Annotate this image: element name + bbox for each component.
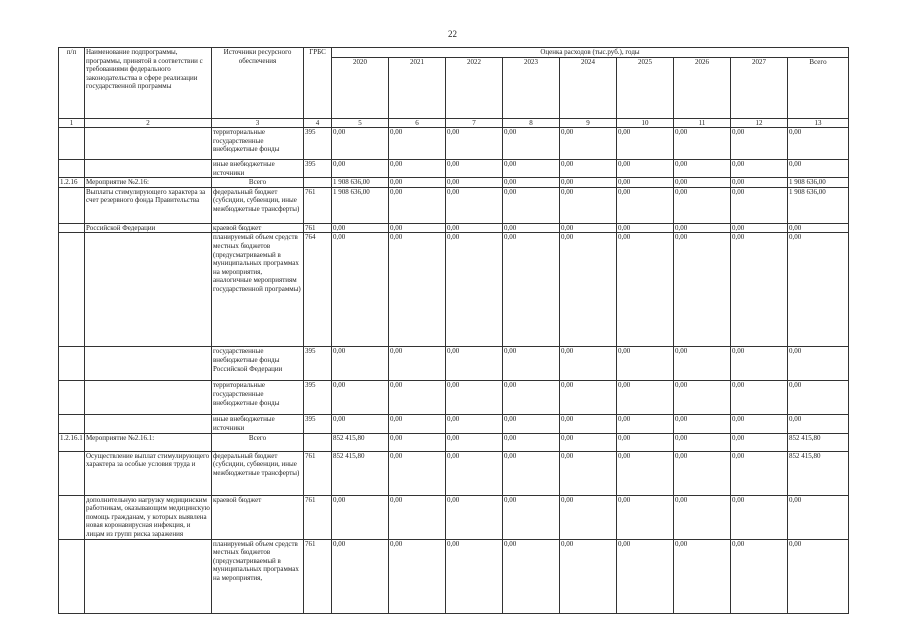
row-value: 0,00 (332, 539, 389, 613)
row-value: 0,00 (560, 233, 617, 347)
header-source: Источники ресурсного обеспечения (212, 48, 304, 119)
row-value: 0,00 (788, 415, 849, 433)
column-index: 11 (674, 119, 731, 128)
row-number (59, 415, 85, 433)
row-value: 0,00 (503, 160, 560, 178)
row-grbs: 761 (304, 451, 332, 495)
row-value: 0,00 (788, 160, 849, 178)
row-value: 0,00 (617, 347, 674, 381)
row-number (59, 233, 85, 347)
row-grbs: 395 (304, 415, 332, 433)
row-value: 0,00 (674, 451, 731, 495)
header-no: п/п (59, 48, 85, 119)
row-value: 0,00 (560, 495, 617, 539)
row-value: 0,00 (389, 539, 446, 613)
row-value: 0,00 (674, 178, 731, 188)
row-value: 0,00 (731, 187, 788, 223)
row-value: 0,00 (332, 223, 389, 233)
row-value: 0,00 (332, 233, 389, 347)
row-value: 0,00 (446, 495, 503, 539)
table-row (59, 233, 849, 347)
row-grbs: 395 (304, 160, 332, 178)
row-value: 0,00 (332, 347, 389, 381)
row-value: 0,00 (674, 128, 731, 160)
row-source: федеральный бюджет (субсидии, субвенции, иные межбюджетные трансферты) (212, 451, 304, 495)
column-index: 7 (446, 119, 503, 128)
row-value: 0,00 (503, 223, 560, 233)
row-value: 0,00 (617, 451, 674, 495)
row-value: 0,00 (503, 451, 560, 495)
row-value: 0,00 (674, 415, 731, 433)
row-value: 0,00 (674, 223, 731, 233)
row-value: 0,00 (731, 233, 788, 347)
row-value: 0,00 (503, 347, 560, 381)
row-value: 0,00 (731, 347, 788, 381)
row-value: 0,00 (446, 233, 503, 347)
table-row (59, 178, 849, 188)
row-name: Осуществление выплат стимулирующего характера за особые условия труда и (85, 451, 212, 495)
row-value: 0,00 (389, 223, 446, 233)
row-source: Всего (212, 178, 304, 188)
row-value: 0,00 (560, 539, 617, 613)
expenditure-table (58, 47, 849, 614)
row-value: 0,00 (731, 160, 788, 178)
column-index: 13 (788, 119, 849, 128)
row-grbs (304, 178, 332, 188)
row-value: 0,00 (788, 539, 849, 613)
column-index: 9 (560, 119, 617, 128)
row-source: Всего (212, 433, 304, 451)
row-value: 0,00 (446, 451, 503, 495)
table-row (59, 128, 849, 160)
row-value: 0,00 (731, 128, 788, 160)
row-name: дополнительную нагрузку медицинским работникам, оказывающим медицинскую помощь гражданам, у которых выявлена новая коронавирусная инфекция, и лицам из групп риска заражения (86, 495, 210, 538)
row-value: 0,00 (503, 381, 560, 415)
row-value: 0,00 (674, 539, 731, 613)
row-value: 0,00 (788, 128, 849, 160)
row-value: 0,00 (617, 223, 674, 233)
row-value: 0,00 (560, 128, 617, 160)
row-value: 0,00 (617, 233, 674, 347)
row-source: территориальные государственные внебюджетные фонды (212, 381, 304, 415)
row-value: 0,00 (617, 178, 674, 188)
row-number (59, 128, 85, 160)
table-row (59, 451, 849, 495)
row-value: 0,00 (503, 415, 560, 433)
header-group-title: Оценка расходов (тыс.руб.), годы (332, 48, 849, 58)
row-value: 0,00 (503, 233, 560, 347)
row-source: планируемый объем средств местных бюджетов (предусматриваемый в муниципальных программах на мероприятия, аналогичные мероприятиям государственной программы) (212, 233, 304, 347)
row-value: 0,00 (446, 381, 503, 415)
row-value: 0,00 (332, 415, 389, 433)
row-value: 0,00 (788, 495, 849, 539)
row-source: государственные внебюджетные фонды Российской Федерации (212, 347, 304, 381)
row-value: 0,00 (617, 160, 674, 178)
row-value: 0,00 (389, 433, 446, 451)
table-row (59, 495, 849, 539)
row-value: 0,00 (731, 451, 788, 495)
row-number (59, 223, 85, 233)
row-number: 1.2.16.1 (59, 433, 85, 451)
row-name (85, 160, 212, 178)
row-value: 0,00 (788, 347, 849, 381)
row-name: Мероприятие №2.16.1: (85, 433, 212, 451)
row-source: планируемый объем средств местных бюджетов (предусматриваемый в муниципальных программах на мероприятия, (212, 539, 304, 613)
row-value: 0,00 (503, 187, 560, 223)
row-value: 0,00 (560, 451, 617, 495)
row-value: 1 908 636,00 (788, 178, 849, 188)
row-value: 0,00 (674, 433, 731, 451)
column-index: 2 (85, 119, 212, 128)
row-value: 0,00 (503, 128, 560, 160)
table-header (59, 48, 849, 128)
row-number (59, 381, 85, 415)
row-value: 0,00 (389, 381, 446, 415)
row-value: 0,00 (389, 495, 446, 539)
row-value: 0,00 (389, 178, 446, 188)
row-value: 1 908 636,00 (332, 178, 389, 188)
row-name: Мероприятие №2.16: (85, 178, 212, 188)
header-name: Наименование подпрограммы, программы, принятой в соответствии с требованиями федерального законодательства в сфере реализации государственной программы (85, 48, 212, 119)
row-value: 0,00 (617, 187, 674, 223)
table-row (59, 187, 849, 223)
row-grbs (304, 433, 332, 451)
header-grbs: ГРБС (304, 48, 332, 119)
row-value: 0,00 (731, 415, 788, 433)
row-value: 0,00 (560, 381, 617, 415)
row-value: 0,00 (389, 187, 446, 223)
row-value: 0,00 (446, 347, 503, 381)
table-row (59, 415, 849, 433)
column-index: 12 (731, 119, 788, 128)
column-index: 1 (59, 119, 85, 128)
row-grbs: 761 (304, 495, 332, 539)
row-value: 0,00 (446, 223, 503, 233)
header-year: 2022 (446, 58, 503, 119)
row-value: 0,00 (446, 178, 503, 188)
row-number (59, 187, 85, 223)
row-number (59, 347, 85, 381)
row-value: 1 908 636,00 (788, 187, 849, 223)
row-value: 0,00 (674, 187, 731, 223)
row-name (85, 347, 212, 381)
row-source: иные внебюджетные источники (212, 415, 304, 433)
row-number (59, 451, 85, 495)
row-value: 0,00 (503, 495, 560, 539)
table-row (59, 160, 849, 178)
row-grbs: 395 (304, 347, 332, 381)
row-grbs: 761 (304, 187, 332, 223)
row-value: 0,00 (503, 433, 560, 451)
column-index: 4 (304, 119, 332, 128)
row-source: территориальные государственные внебюджетные фонды (212, 128, 304, 160)
row-value: 0,00 (617, 495, 674, 539)
row-value: 0,00 (389, 233, 446, 347)
row-value: 852 415,80 (332, 451, 389, 495)
table-row (59, 223, 849, 233)
row-grbs: 395 (304, 381, 332, 415)
row-value: 0,00 (674, 160, 731, 178)
column-index: 10 (617, 119, 674, 128)
row-value: 0,00 (788, 223, 849, 233)
row-value: 0,00 (332, 160, 389, 178)
row-value: 0,00 (731, 178, 788, 188)
row-grbs: 761 (304, 223, 332, 233)
row-number: 1.2.16 (59, 178, 85, 188)
row-value: 0,00 (446, 433, 503, 451)
row-source: федеральный бюджет (субсидии, субвенции, иные межбюджетные трансферты) (212, 187, 304, 223)
row-grbs: 764 (304, 233, 332, 347)
row-number (59, 160, 85, 178)
row-number (59, 539, 85, 613)
row-value: 0,00 (560, 160, 617, 178)
header-year: 2027 (731, 58, 788, 119)
row-value: 0,00 (332, 128, 389, 160)
column-index: 6 (389, 119, 446, 128)
row-value: 0,00 (674, 233, 731, 347)
row-value: 0,00 (389, 451, 446, 495)
row-name (85, 415, 212, 433)
row-value: 0,00 (617, 128, 674, 160)
header-year: Всего (788, 58, 849, 119)
row-source: иные внебюджетные источники (212, 160, 304, 178)
header-year: 2020 (332, 58, 389, 119)
row-value: 0,00 (731, 433, 788, 451)
row-value: 0,00 (674, 495, 731, 539)
row-value: 0,00 (617, 433, 674, 451)
row-name (85, 128, 212, 160)
row-value: 0,00 (788, 233, 849, 347)
row-value: 0,00 (788, 381, 849, 415)
row-value: 0,00 (503, 178, 560, 188)
row-value: 0,00 (332, 495, 389, 539)
table-row (59, 539, 849, 613)
row-grbs: 395 (304, 128, 332, 160)
row-value: 0,00 (674, 381, 731, 415)
row-value: 0,00 (446, 128, 503, 160)
column-index: 5 (332, 119, 389, 128)
row-value: 0,00 (503, 539, 560, 613)
row-name: Выплаты стимулирующего характера за счет резервного фонда Правительства (85, 187, 212, 223)
row-name (85, 233, 212, 347)
row-value: 0,00 (560, 433, 617, 451)
row-value: 0,00 (389, 128, 446, 160)
row-value: 0,00 (446, 539, 503, 613)
header-year: 2025 (617, 58, 674, 119)
row-value: 0,00 (389, 347, 446, 381)
row-value: 0,00 (674, 347, 731, 381)
row-value: 0,00 (560, 223, 617, 233)
page-number: 22 (448, 29, 457, 39)
row-value: 0,00 (332, 381, 389, 415)
header-year: 2024 (560, 58, 617, 119)
row-grbs: 761 (304, 539, 332, 613)
column-index: 8 (503, 119, 560, 128)
row-value: 0,00 (560, 178, 617, 188)
column-index: 3 (212, 119, 304, 128)
table-row (59, 433, 849, 451)
row-source: краевой бюджет (212, 223, 304, 233)
row-value: 0,00 (446, 160, 503, 178)
header-year: 2021 (389, 58, 446, 119)
row-value: 1 908 636,00 (332, 187, 389, 223)
row-name (85, 539, 212, 613)
row-name: Российской Федерации (85, 223, 212, 233)
row-value: 852 415,80 (788, 451, 849, 495)
row-value: 0,00 (389, 415, 446, 433)
row-value: 852 415,80 (788, 433, 849, 451)
row-value: 0,00 (731, 539, 788, 613)
table-body (59, 128, 849, 614)
header-year: 2023 (503, 58, 560, 119)
row-value: 0,00 (617, 381, 674, 415)
row-number (59, 495, 85, 539)
row-value: 0,00 (731, 495, 788, 539)
row-value: 0,00 (617, 415, 674, 433)
row-value: 0,00 (446, 415, 503, 433)
row-value: 0,00 (617, 539, 674, 613)
row-value: 0,00 (446, 187, 503, 223)
table-row (59, 347, 849, 381)
row-value: 0,00 (560, 415, 617, 433)
table-row (59, 381, 849, 415)
row-name (85, 381, 212, 415)
row-value: 0,00 (731, 223, 788, 233)
row-value: 0,00 (389, 160, 446, 178)
row-value: 852 415,80 (332, 433, 389, 451)
row-source: краевой бюджет (212, 495, 304, 539)
header-year: 2026 (674, 58, 731, 119)
row-value: 0,00 (560, 347, 617, 381)
row-value: 0,00 (731, 381, 788, 415)
row-value: 0,00 (560, 187, 617, 223)
